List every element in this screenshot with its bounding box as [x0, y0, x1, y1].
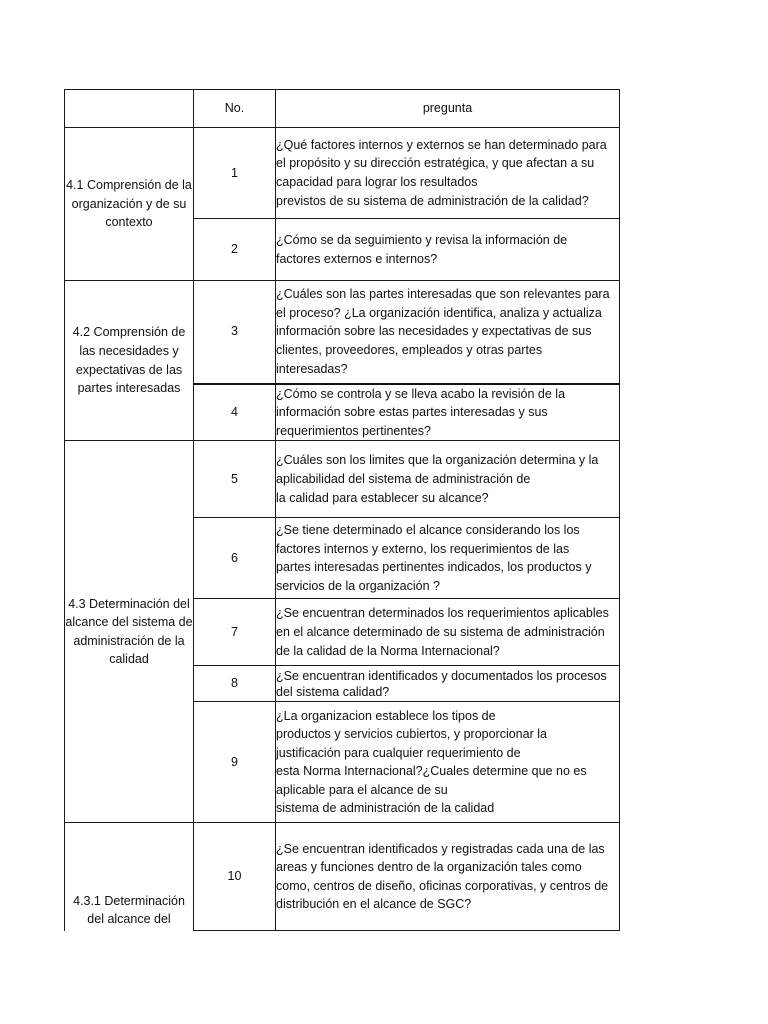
question-number: 2: [194, 219, 276, 281]
question-text: ¿Cómo se da seguimiento y revisa la información de factores externos e internos?: [276, 219, 620, 281]
question-number: 6: [194, 518, 276, 599]
question-number: 9: [194, 702, 276, 823]
question-text: ¿Se encuentran determinados los requerimientos aplicables en el alcance determinado de su sistema de administración de la calidad de la Norma Internacional?: [276, 599, 620, 666]
questions-table: [64, 89, 620, 931]
question-text: ¿Se tiene determinado el alcance considerando los los factores internos y externo, los requerimientos de las partes interesadas pertinentes indicados, los productos y servicios de la organización ?: [276, 518, 620, 599]
question-number: 7: [194, 599, 276, 666]
question-number: 5: [194, 441, 276, 518]
question-text: ¿La organizacion establece los tipos de productos y servicios cubiertos, y proporcionar la justificación para cualquier requerimiento de esta Norma Internacional?¿Cuales determine que no es aplicable para el alcance de su sistema de administración de la calidad: [276, 702, 620, 823]
question-number: 3: [194, 281, 276, 384]
header-blank-cell: [65, 90, 194, 128]
header-question: pregunta: [276, 90, 620, 128]
question-number: 4: [194, 384, 276, 441]
question-number: 10: [194, 823, 276, 931]
question-text: ¿Cómo se controla y se lleva acabo la revisión de la información sobre estas partes interesadas y sus requerimientos pertinentes?: [276, 384, 620, 441]
section-title: 4.2 Comprensión de las necesidades y expectativas de las partes interesadas: [65, 281, 194, 441]
question-text: ¿Qué factores internos y externos se han determinado para el propósito y su dirección estratégica, y que afectan a su capacidad para lograr los resultados previstos de su sistema de administración de la calidad?: [276, 128, 620, 219]
section-title: 4.1 Comprensión de la organización y de su contexto: [65, 128, 194, 281]
section-title: 4.3 Determinación del alcance del sistema de administración de la calidad: [65, 441, 194, 823]
question-number: 8: [194, 666, 276, 702]
header-number: No.: [194, 90, 276, 128]
table-row: [65, 128, 620, 219]
table-row: [65, 281, 620, 384]
table-header-row: [65, 90, 620, 128]
question-text: ¿Se encuentran identificados y registradas cada una de las areas y funciones dentro de la organización tales como como, centros de diseño, oficinas corporativas, y centros de distribución en el alcance de SGC?: [276, 823, 620, 931]
section-title: 4.3.1 Determinación del alcance del: [65, 823, 194, 931]
question-number: 1: [194, 128, 276, 219]
table-row: [65, 441, 620, 518]
question-text: ¿Cuáles son los limites que la organización determina y la aplicabilidad del sistema de administración de la calidad para establecer su alcance?: [276, 441, 620, 518]
question-text: ¿Se encuentran identificados y documentados los procesos del sistema calidad?: [276, 666, 620, 702]
table-row: [65, 823, 620, 931]
question-text: ¿Cuáles son las partes interesadas que son relevantes para el proceso? ¿La organización identifica, analiza y actualiza información sobre las necesidades y expectativas de sus clientes, proveedores, empleados y otras partes interesadas?: [276, 281, 620, 384]
